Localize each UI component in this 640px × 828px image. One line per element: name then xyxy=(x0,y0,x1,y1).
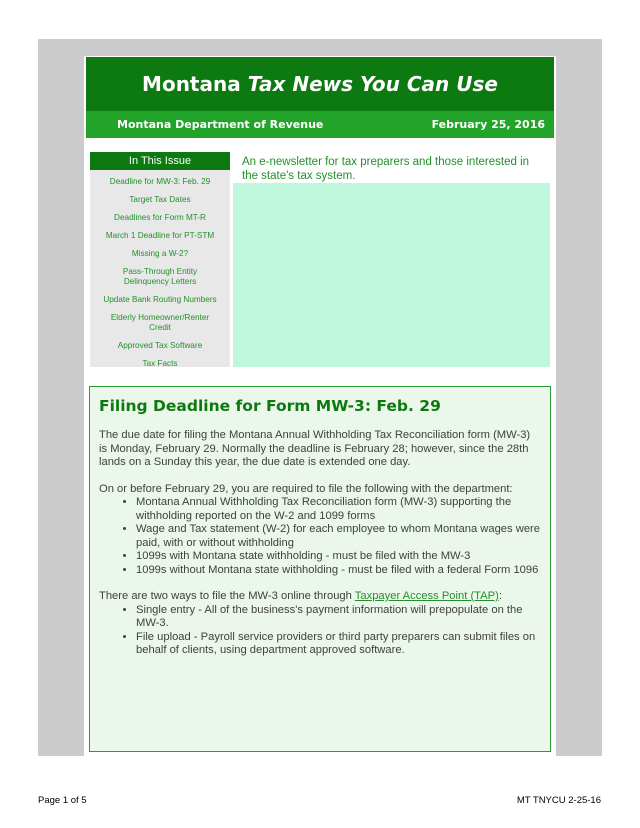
toc-link-tax-software[interactable]: Approved Tax Software xyxy=(117,341,203,350)
toc-list xyxy=(90,170,230,369)
filing-methods-list xyxy=(136,604,541,658)
toc-heading: In This Issue xyxy=(90,152,230,170)
page-number: Page 1 of 5 xyxy=(38,795,87,806)
toc-link-target-dates[interactable]: Target Tax Dates xyxy=(129,195,191,204)
toc-link-bank-routing[interactable]: Update Bank Routing Numbers xyxy=(103,295,217,304)
tap-link[interactable]: Taxpayer Access Point (TAP) xyxy=(354,590,499,602)
toc-link-tax-facts[interactable]: Tax Facts xyxy=(142,359,178,368)
list-item: • Montana Annual Withholding Tax Reconciliation form (MW-3) supporting the withholding reported on the W-2 and 1099 forms xyxy=(136,496,541,523)
article-title: Filing Deadline for Form MW-3: Feb. 29 xyxy=(99,397,441,415)
intro-text: An e-newsletter for tax preparers and those interested in the state's tax system. xyxy=(242,156,530,182)
toc-link-pt-stm[interactable]: March 1 Deadline for PT-STM xyxy=(105,231,215,240)
department-bar xyxy=(86,111,554,138)
paragraph-3-text: There are two ways to file the MW-3 online through xyxy=(99,590,355,602)
intro-panel xyxy=(233,183,550,367)
toc-link-mt-r[interactable]: Deadlines for Form MT-R xyxy=(114,213,206,222)
newsletter-banner xyxy=(86,57,554,111)
banner-title-italic: Tax News You Can Use xyxy=(247,72,498,96)
list-item: • 1099s without Montana state withholding - must be filed with a federal Form 1096 xyxy=(136,564,541,578)
list-item: • File upload - Payroll service providers or third party preparers can submit files on behalf of clients, using department approved software. xyxy=(136,631,541,658)
article-paragraph-1: The due date for filing the Montana Annual Withholding Tax Reconciliation form (MW-3) is Monday, February 29. Normally the deadline is February 28; however, since the 28th lands on a Sunday this year, the due date is extended one day. xyxy=(99,429,531,468)
toc-link-elderly-credit[interactable]: Elderly Homeowner/Renter Credit xyxy=(110,313,210,332)
list-item: • Single entry - All of the business's payment information will prepopulate on the MW-3. xyxy=(136,604,541,631)
required-filings-list xyxy=(136,496,541,577)
banner-title: Montana xyxy=(142,72,241,96)
toc-link-mw3[interactable]: Deadline for MW-3: Feb. 29 xyxy=(109,177,211,186)
toc-link-missing-w2[interactable]: Missing a W-2? xyxy=(131,249,189,258)
list-item: • 1099s with Montana state withholding - must be filed with the MW-3 xyxy=(136,550,541,564)
toc-link-pass-through[interactable]: Pass-Through Entity Delinquency Letters xyxy=(122,267,198,286)
document-code: MT TNYCU 2-25-16 xyxy=(516,795,601,806)
article-paragraph-3 xyxy=(99,590,541,604)
in-this-issue-panel xyxy=(90,152,230,367)
department-name: Montana Department of Revenue xyxy=(117,118,324,131)
issue-date: February 25, 2016 xyxy=(431,118,545,131)
paragraph-3-end: : xyxy=(498,590,502,602)
list-item: • Wage and Tax statement (W-2) for each employee to whom Montana wages were paid, with or without withholding xyxy=(136,523,541,550)
article-paragraph-2: On or before February 29, you are required to file the following with the department: xyxy=(99,482,513,495)
article-mw3-deadline xyxy=(89,386,551,752)
